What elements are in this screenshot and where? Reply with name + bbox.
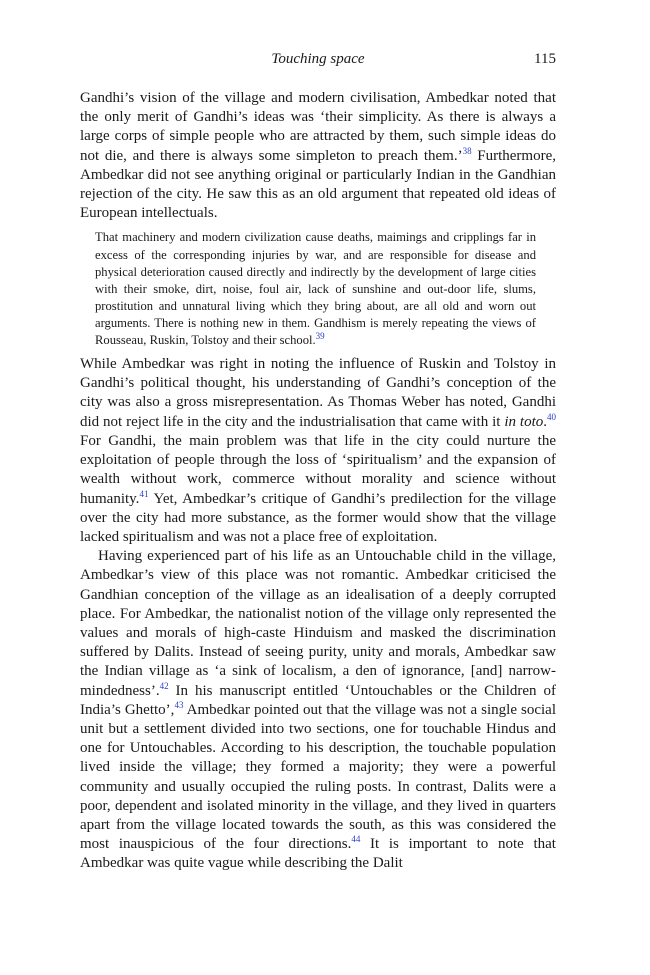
paragraph-village-vision: Gandhi’s vision of the village and modern civilisation, Ambedkar noted that the only merit of Gandhi’s ideas was ‘their simplicity. As there is always a large corps of simple people who are attracted by them, such simple ideas do not die, and there is always some simpleton to preach them.’$^{38}$ Furthermore, Ambedkar did not see anything original or particularly Indian in the Gandhian rejection of the city. He saw this as an old argument that repeated old ideas of European intellectuals. [80, 90, 556, 222]
footnote-ref-41[interactable]: 41 [139, 488, 149, 499]
page-header [80, 51, 556, 71]
page-body [80, 89, 556, 874]
paragraph-ruskin-tolstoy: While Ambedkar was right in noting the influence of Ruskin and Tolstoy in Gandhi’s political thought, his understanding of Gandhi’s conception of the city was also a gross misrepresentation. As Thomas Weber has noted, Gandhi did not reject life in the city and the industrialisation that came with it in toto.$^{40}$ For Gandhi, the main problem was that life in the city could nurture the exploitation of people through the loss of ‘spiritualism’ and the expansion of wealth without work, commerce without morality and science without humanity.$^{41}$ Yet, Ambedkar’s critique of Gandhi’s predilection for the village over the city had more substance, as the former would show that the village lacked spiritualism and was not a place free of exploitation. [80, 356, 556, 545]
footnote-ref-40[interactable]: 40 [547, 411, 556, 422]
footnote-ref-44[interactable]: 44 [351, 834, 361, 845]
running-head: Touching space [271, 51, 365, 67]
footnote-ref-39[interactable]: 39 [315, 330, 325, 341]
footnote-ref-43[interactable]: 43 [174, 699, 184, 710]
footnote-ref-42[interactable]: 42 [159, 680, 169, 691]
paragraph-untouchable-village: Having experienced part of his life as an Untouchable child in the village, Ambedkar’s view of this place was not romantic. Ambedkar criticised the Gandhian conception of the village as an idealisation of a deeply corrupted place. For Ambedkar, the nationalist notion of the village only represented the values and morals of high-caste Hinduism and masked the discrimination suffered by Dalits. Instead of seeing purity, unity and morals, Ambedkar saw the Indian village as ‘a sink of localism, a den of ignorance, [and] narrow-mindedness’.$^{42}$ In his manuscript entitled ‘Untouchables or the Children of India’s Ghetto’,$^{43}$ Ambedkar pointed out that the village was not a single social unit but a settlement divided into two sections, one for touchable Hindus and one for Untouchables. According to his description, the touchable population lived inside the village; they formed a majority; they were a powerful community and usually occupied the ruling posts. In contrast, Dalits were a poor, dependent and isolated minority in the village, and they lived in quarters apart from the village located towards the south, as this was considered the most inauspicious of the four directions.$^{44}$ It is important to note that Ambedkar was quite vague while describing the Dalit [80, 548, 557, 872]
page-number: 115 [534, 51, 556, 67]
footnote-ref-38[interactable]: 38 [462, 145, 472, 156]
block-quote-gandhism: That machinery and modern civilization cause deaths, maimings and cripplings far in excess of the corresponding injuries by war, and are responsible for disease and physical deterioration caused directly and indirectly by the development of large cities with their smoke, dirt, noise, foul air, lack of sunshine and out-door life, slums, prostitution and unnatural living which they bring about, are all old and worn out arguments. There is nothing new in them. Gandhism is merely repeating the views of Rousseau, Ruskin, Tolstoy and their school.$^{39}$ [95, 230, 536, 347]
